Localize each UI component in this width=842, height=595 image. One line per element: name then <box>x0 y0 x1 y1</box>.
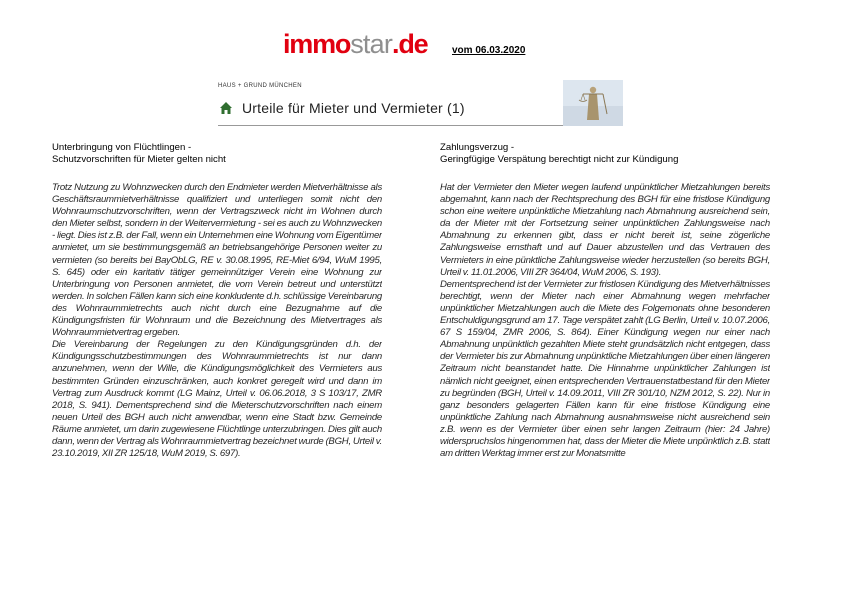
justitia-statue-image <box>563 80 623 126</box>
article-right <box>440 142 770 582</box>
masthead <box>0 28 842 62</box>
left-heading: Unterbringung von Flüchtlingen - Schutzvorschriften für Mieter gelten nicht <box>52 142 226 165</box>
right-paragraph-2: Dementsprechend ist der Vermieter zur fristlosen Kündigung des Mietverhältnisses berechtigt, wenn der Mieter nach einer Abmahnung wegen mehrfacher unpünktlicher Mietzahlungen auch die Miete des Folgemonats ohne besonderen Entschuldigungsgrund am 17. Tage verspätet zahlt (LG Berlin, Urteil v. 10.07.2006, 67 S 159/04, ZMR 2006, S. 864). Einer Kündigung wegen nur einer nach Abmahnung unpünktlich gezahlten Miete steht grundsätzlich nicht entgegen, dass der Vermieter bis zur Abmahnung unpünktliche Mietzahlungen über einen längeren Zeitraum nicht beanstandet hatte. Die Hinnahme unpünktlicher Zahlungen ist nämlich nicht geeignet, einen entsprechenden Vertrauenstatbestand für den Mieter zu begründen (BGH, Urteil v. 14.09.2011, VIII ZR 301/10, NZM 2012, S. 22). Nur in ganz besonders gelagerten Fällen kann für eine fristlose Kündigung eine unpünktliche Zahlung nach Abmahnung ausnahmsweise nicht ausreichend sein z.B. wenn es der Vermieter über einen sehr langen Zeitraum (hier: 24 Jahre) widerspruchslos hingenommen hat, dass der Mieter die Miete unpünktlich z.B. statt am dritten Werktag immer erst zur Monatsmitte <box>440 278 770 460</box>
immostar-logo: immostar.de <box>283 29 428 59</box>
left-paragraph-1: Trotz Nutzung zu Wohnzwecken durch den Endmieter werden Mietverhältnisse als Geschäftsraummietverhältnisse qualifiziert und unterliegen somit nicht den Wohnraumschutzvorschriften, wenn der Vertragszweck nicht im Wohnen durch den Mieter selbst, sondern in der Weitervermietung - sei es auch zu Wohnzwecken - liegt. Dies ist z.B. der Fall, wenn ein Unternehmen eine Wohnung vom Eigentümer anmietet, um sie bestimmungsgemäß an betriebsangehörige Personen weiter zu vermieten (so bereits bei BayObLG, RE v. 30.08.1995, RE-Miet 6/94, WuM 1995, S. 645) oder ein karitativ tätiger gemeinnütziger Verein eine Wohnung zur Unterbringung von Personen anmietet, die vom Verein betreut und unterstützt werden. In solchen Fällen kann sich eine konkludente d.h. schlüssige Vereinbarung des Wohnraummietrechts auch nicht durch eine Bezugnahme auf die Kündigungsfristen für Wohnraum und die Bezeichnung des Mietvertrages als Wohnraummietvertrag ergeben. <box>52 182 382 339</box>
left-body <box>52 182 382 582</box>
article-left <box>52 142 382 582</box>
right-heading: Zahlungsverzug - Geringfügige Verspätung berechtigt nicht zur Kündigung <box>440 142 679 165</box>
article-header <box>218 80 638 130</box>
breadcrumb: HAUS + GRUND MÜNCHEN <box>218 83 302 89</box>
page-title: Urteile für Mieter und Vermieter (1) <box>242 100 465 116</box>
publication-date: vom 06.03.2020 <box>452 45 526 56</box>
right-body <box>440 182 770 582</box>
right-paragraph-1: Hat der Vermieter den Mieter wegen laufend unpünktlicher Mietzahlungen bereits abgemahnt, kann nach der Rechtsprechung des BGH für eine fristlose Kündigung schon eine weitere unpünktliche Mietzahlung nach Abmahnung ausreichend sein, da der Mieter mit der Fortsetzung seiner unpünktlichen Zahlungsweise nach Abmahnung zu erkennen gibt, dass er nicht bereit ist, seine zögerliche Zahlungsweise ernsthaft und auf Dauer abzustellen und das Vertrauen des Vermieters in eine pünktliche Zahlungsweise wieder herzustellen (so bereits BGH, Urteil v. 11.01.2006, VIII ZR 364/04, WuM 2006, S. 193). <box>440 182 770 278</box>
house-icon <box>220 102 232 114</box>
left-paragraph-2: Die Vereinbarung der Regelungen zu den Kündigungsgründen d.h. der Kündigungsschutzbestimmungen des Wohnraummietrechts ist nur dann anzunehmen, wenn der Wille, die Kündigungsmöglichkeit des Vermieters aus bestimmten Gründen einzuschränken, auch konkret geregelt wird und dann im Vertrag zum Ausdruck kommt (LG Mainz, Urteil v. 06.06.2018, 3 S 103/17, ZMR 2018, S. 941). Dementsprechend sind die Mieterschutzvorschriften nach einem neuen Urteil des BGH auch nicht anwendbar, wenn eine Stadt bzw. Gemeinde Räume anmietet, um darin zugewiesene Flüchtlinge unterzubringen. Dies gilt auch dann, wenn der Vertrag als Wohnraummietvertrag bezeichnet wurde (BGH, Urteil v. 23.10.2019, XII ZR 125/18, WuM 2019, S. 697). <box>52 339 382 460</box>
header-divider <box>218 125 563 126</box>
